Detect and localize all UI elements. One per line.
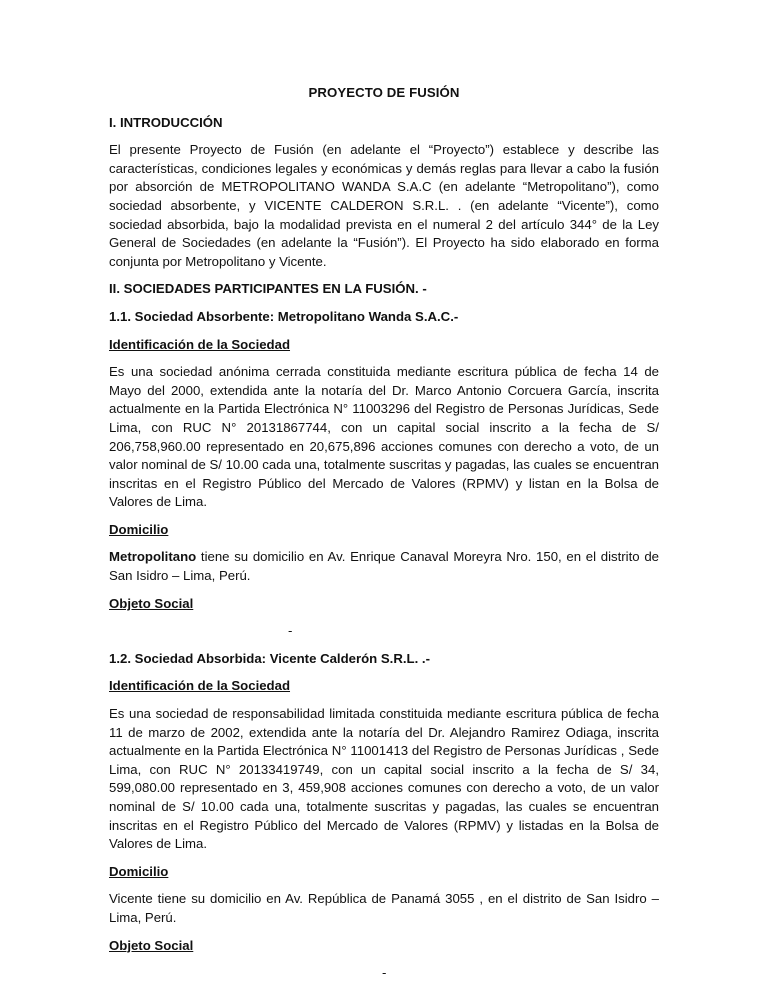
- section-heading-sociedades: II. SOCIEDADES PARTICIPANTES EN LA FUSIÓN. -: [109, 281, 427, 297]
- absorbida-objeto-dash: -: [382, 965, 387, 981]
- absorbida-identificacion-paragraph: Es una sociedad de responsabilidad limitada constituida mediante escritura pública de fecha 11 de marzo de 2002, extendida ante la notaría del Dr. Alejandro Ramirez Odiaga, inscrita actualmente en la Partida Electrónica N° 11001413 del Registro de Personas Jurídicas , Sede Lima, con RUC N° 20133419749, con un capital social inscrito a la fecha de S/ 34, 599,080.00 representado en 3, 459,908 acciones comunes con derecho a voto, de un valor nominal de S/ 10.00 cada una, totalmente suscritas y pagadas, las cuales se encuentran inscritas en el Registro Público del Mercado de Valores (RPMV) y listadas en la Bolsa de Valores de Lima.: [109, 706, 659, 852]
- section-heading-introduccion: I. INTRODUCCIÓN: [109, 114, 223, 130]
- absorbida-domicilio-paragraph: Vicente tiene su domicilio en Av. República de Panamá 3055 , en el distrito de San Isidro – Lima, Perú.: [109, 891, 659, 925]
- document-title: PROYECTO DE FUSIÓN: [308, 85, 460, 100]
- absorbida-objeto-content: [109, 964, 659, 983]
- absorbente-objeto-label: Objeto Social: [109, 595, 194, 611]
- absorbida-domicilio-label: Domicilio: [109, 863, 169, 879]
- absorbente-domicilio-label: Domicilio: [109, 521, 169, 537]
- absorbente-domicilio-text: tiene su domicilio en Av. Enrique Canaval Moreyra Nro. 150, en el distrito de San Isidro – Lima, Perú.: [109, 549, 659, 584]
- absorbida-objeto-label: Objeto Social: [109, 937, 194, 953]
- absorbida-identificacion-label: Identificación de la Sociedad: [109, 678, 291, 694]
- absorbente-identificacion-label: Identificación de la Sociedad: [109, 336, 291, 352]
- absorbente-domicilio-paragraph: [109, 548, 659, 585]
- subsection-heading-absorbente: 1.1. Sociedad Absorbente: Metropolitano Wanda S.A.C.-: [109, 308, 459, 324]
- subsection-heading-absorbida: 1.2. Sociedad Absorbida: Vicente Calderón S.R.L. .-: [109, 650, 430, 666]
- absorbente-identificacion-paragraph: Es una sociedad anónima cerrada constituida mediante escritura pública de fecha 14 de Mayo del 2000, extendida ante la notaría del Dr. Marco Antonio Corcuera García, inscrita actualmente en la Partida Electrónica N° 11003296 del Registro de Personas Jurídicas, Sede Lima, con RUC N° 20131867744, con un capital social inscrito a la fecha de S/ 206,758,960.00 representado en 20,675,896 acciones comunes con derecho a voto, de un valor nominal de S/ 10.00 cada una, totalmente suscritas y pagadas, las cuales se encuentran inscritas en el Registro Público del Mercado de Valores (RPMV) y listan en la Bolsa de Valores de Lima.: [109, 364, 659, 510]
- absorbente-objeto-dash: -: [288, 623, 293, 639]
- absorbente-objeto-content: [109, 622, 659, 641]
- introduccion-paragraph: El presente Proyecto de Fusión (en adelante el “Proyecto”) establece y describe las características, condiciones legales y económicas y demás reglas para llevar a cabo la fusión por absorción de METROPOLITANO WANDA S.A.C (en adelante “Metropolitano”), como sociedad absorbente, y VICENTE CALDERON S.R.L. . (en adelante “Vicente”), como sociedad absorbida, bajo la modalidad prevista en el numeral 2 del artículo 344° de la Ley General de Sociedades (en adelante la “Fusión”). El Proyecto ha sido elaborado en forma conjunta por Metropolitano y Vicente.: [109, 142, 659, 269]
- document-page: [109, 84, 659, 992]
- absorbente-domicilio-bold-name: Metropolitano: [109, 549, 197, 565]
